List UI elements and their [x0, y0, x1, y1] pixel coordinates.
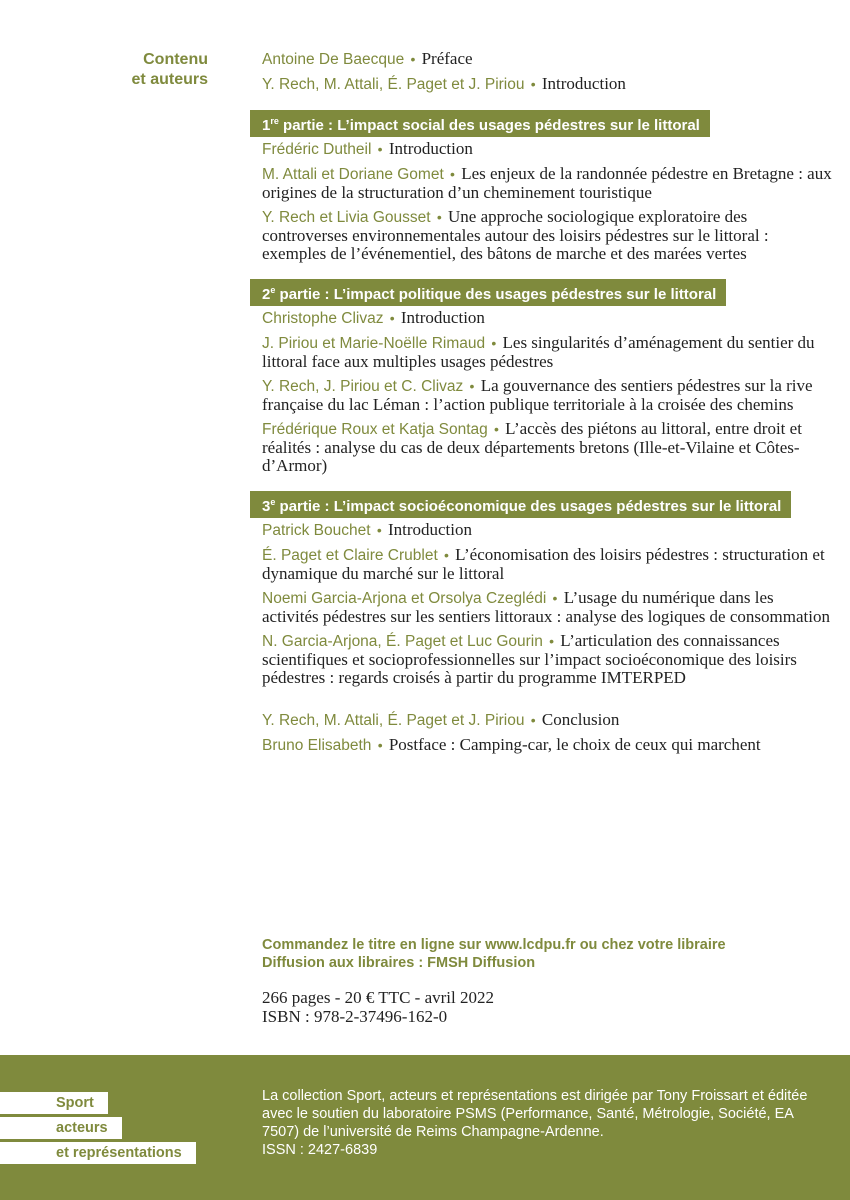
collection-text: La collection Sport, acteurs et représentations est dirigée par Tony Froissart et éditée avec le soutien du laboratoire PSMS (Performance, Santé, Métrologie, Société, EA 7507) de l’université de Reims Champagne-Ardenne.: [262, 1088, 808, 1140]
toc-entry: [262, 632, 832, 687]
entry-title: L’économisation des loisirs pédestres : structuration et dynamique du marché sur le littoral: [262, 545, 825, 583]
entry-title: Les singularités d’aménagement du sentier du littoral face aux multiples usages pédestres: [262, 333, 815, 371]
separator-dot: •: [469, 378, 475, 394]
contents-side-label: [100, 50, 208, 90]
part-title: partie : L’impact politique des usages pédestres sur le littoral: [275, 286, 717, 303]
part-number: 1: [262, 117, 271, 134]
entry-author: Antoine De Baecque: [262, 51, 405, 68]
entry-title: Introduction: [400, 308, 485, 327]
entry-title: L’accès des piétons au littoral, entre droit et réalités : analyse du cas de deux départements bretons (Ille-et-Vilaine et Côtes-d’Armor): [262, 419, 802, 475]
entry-author: Bruno Elisabeth: [262, 737, 372, 754]
entry-title: Introduction: [387, 520, 473, 539]
separator-dot: •: [376, 522, 382, 538]
separator-dot: •: [377, 737, 383, 753]
separator-dot: •: [450, 166, 455, 182]
entry-author: É. Paget et Claire Crublet: [262, 547, 438, 564]
part-number-suffix: e: [270, 497, 276, 507]
toc-entry: [262, 334, 832, 371]
separator-dot: •: [410, 51, 416, 67]
part-number: 3: [262, 498, 271, 515]
entry-author: Y. Rech, M. Attali, É. Paget et J. Piriou: [262, 76, 525, 93]
entry-author: M. Attali et Doriane Gomet: [262, 166, 444, 183]
toc-entry: [262, 589, 832, 626]
separator-dot: •: [389, 310, 395, 326]
separator-dot: •: [530, 712, 536, 728]
entry-author: Christophe Clivaz: [262, 310, 384, 327]
toc-entry: [262, 75, 832, 94]
entry-title: Préface: [421, 49, 473, 68]
part-number: 2: [262, 286, 271, 303]
toc-entry: [262, 309, 832, 328]
toc-entry: [262, 420, 832, 475]
separator-dot: •: [549, 633, 555, 649]
collection-label-sport: Sport: [0, 1092, 108, 1114]
entry-title: La gouvernance des sentiers pédestres sur la rive française du lac Léman : l’action publique territoriale à la croisée des chemins: [262, 376, 813, 414]
entry-author: Y. Rech, J. Piriou et C. Clivaz: [262, 378, 464, 395]
entry-title: L’articulation des connaissances scientifiques et socioprofessionnelles sur l’impact socioéconomique des loisirs pédestres : regards croisés à partir du programme IMTERPED: [262, 631, 797, 687]
separator-dot: •: [530, 76, 536, 92]
issn: ISSN : 2427-6839: [262, 1142, 378, 1158]
entry-title: Postface : Camping-car, le choix de ceux qui marchent: [388, 735, 761, 754]
part-number-suffix: re: [270, 116, 279, 126]
entry-title: Introduction: [541, 74, 626, 93]
publication-info: [262, 988, 494, 1026]
toc-entry: [262, 521, 832, 540]
table-of-contents: [262, 50, 832, 761]
entry-title: Conclusion: [541, 710, 620, 729]
toc-entry: [262, 711, 832, 730]
entry-author: N. Garcia-Arjona, É. Paget et Luc Gourin: [262, 633, 543, 650]
footer-band: [0, 1055, 850, 1200]
collection-label-acteurs: acteurs: [0, 1117, 122, 1139]
entry-title: Les enjeux de la randonnée pédestre en Bretagne : aux origines de la structuration d’un cheminement touristique: [262, 164, 832, 202]
separator-dot: •: [491, 335, 497, 351]
separator-dot: •: [377, 141, 383, 157]
side-label-line1: Contenu: [143, 51, 208, 68]
separator-dot: •: [552, 590, 558, 606]
entry-title: Une approche sociologique exploratoire des controverses environnementales autour des loisirs pédestres sur le littoral : exemples de l’événementiel, des bâtons de marche et des marées vertes: [262, 207, 769, 263]
order-line: Commandez le titre en ligne sur www.lcdpu.fr ou chez votre libraire: [262, 937, 726, 953]
part-heading: [250, 110, 710, 137]
separator-dot: •: [444, 547, 449, 563]
entry-author: Y. Rech, M. Attali, É. Paget et J. Piriou: [262, 712, 525, 729]
order-info: [262, 936, 822, 972]
entry-author: Frédéric Dutheil: [262, 141, 372, 158]
separator-dot: •: [436, 209, 442, 225]
part-title: partie : L’impact socioéconomique des usages pédestres sur le littoral: [275, 498, 782, 515]
collection-label-representations: et représentations: [0, 1142, 196, 1164]
part-heading: [250, 279, 726, 306]
toc-entry: [262, 140, 832, 159]
part-number-suffix: e: [270, 285, 276, 295]
toc-entry: [262, 165, 832, 202]
toc-entry: [262, 546, 832, 583]
side-label-line2: et auteurs: [131, 71, 208, 88]
isbn: ISBN : 978-2-37496-162-0: [262, 1007, 448, 1026]
separator-dot: •: [494, 421, 499, 437]
entry-title: Introduction: [388, 139, 473, 158]
entry-author: Frédérique Roux et Katja Sontag: [262, 421, 488, 438]
entry-author: J. Piriou et Marie-Noëlle Rimaud: [262, 335, 486, 352]
toc-entry: [262, 377, 832, 414]
toc-entry: [262, 208, 832, 263]
entry-author: Patrick Bouchet: [262, 522, 371, 539]
entry-author: Noemi Garcia-Arjona et Orsolya Czeglédi: [262, 590, 547, 607]
entry-author: Y. Rech et Livia Gousset: [262, 209, 431, 226]
part-title: partie : L’impact social des usages pédestres sur le littoral: [278, 117, 700, 134]
toc-entry: [262, 50, 832, 69]
entry-title: L’usage du numérique dans les activités pédestres sur les sentiers littoraux : analyse des logiques de consommation: [262, 588, 830, 626]
collection-description: [262, 1087, 832, 1159]
part-heading: [250, 491, 791, 518]
distribution-line: Diffusion aux libraires : FMSH Diffusion: [262, 955, 536, 971]
pages-price-date: 266 pages - 20 € TTC - avril 2022: [262, 988, 494, 1007]
toc-entry: [262, 736, 832, 755]
